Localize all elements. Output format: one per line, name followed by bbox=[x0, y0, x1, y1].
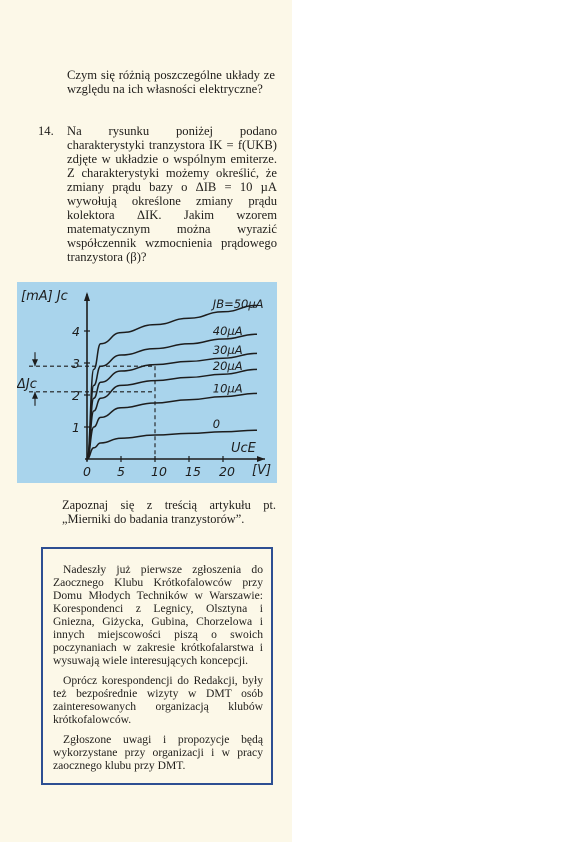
x-tick-label-1: 5 bbox=[117, 464, 125, 479]
x-tick-label-4: 20 bbox=[219, 464, 235, 479]
chart-svg bbox=[17, 282, 277, 483]
y-tick-label-2: 3 bbox=[72, 356, 80, 371]
chart-ticks bbox=[72, 324, 235, 479]
annotation-arrow-bottom-head bbox=[32, 392, 38, 399]
annotation-arrow-top-head bbox=[32, 359, 38, 366]
article-reference-note: Zapoznaj się z treścią artykułu pt. „Mierniki do badania tranzystorów”. bbox=[62, 498, 276, 526]
x-tick-label-3: 15 bbox=[185, 464, 201, 479]
announcement-paragraph-2: Oprócz korespondencji do Redakcji, były też bezpośrednie wizyty w DMT osób zainteresowanych organizacją klubów krótkofalowców. bbox=[53, 674, 263, 726]
x-tick-label-0: 0 bbox=[83, 464, 91, 479]
announcement-paragraph-1: Nadeszły już pierwsze zgłoszenia do Zaocznego Klubu Krótkofalowców przy Domu Młodych Techników w Warszawie: Korespondenci z Legnicy, Olsztyna i Gniezna, Giżycka, Gubina, Chorzelowa i innych miejscowości piszą o swoich poczynaniach w zakresie krótkofalarstwa i wysuwają wiele interesujących koncepcji. bbox=[53, 563, 263, 667]
curve-label-2: 30µA bbox=[212, 343, 243, 358]
y-tick-label-1: 2 bbox=[72, 388, 80, 403]
delta-jc-label: ΔJc bbox=[17, 377, 37, 392]
y-tick-label-0: 1 bbox=[72, 420, 80, 435]
curve-label-4: 10µA bbox=[212, 381, 243, 396]
x-tick-label-2: 10 bbox=[151, 464, 167, 479]
characteristic-curves bbox=[87, 297, 264, 459]
x-axis-unit: [V] bbox=[252, 463, 272, 478]
y-tick-label-3: 4 bbox=[72, 324, 80, 339]
question-paragraph: Na rysunku poniżej podano charakterystyki tranzystora IK = f(UKB) zdjęte w układzie o wspólnym emiterze. Z charakterystyki możemy określić, że zmiany prądu bazy o ΔIB = 10 µA wywołują określone zmiany prądu kolektora ΔIK. Jakim wzorem matematycznym można wyrazić współczennik wzmocnienia prądowego tranzystora (β)? bbox=[67, 124, 277, 264]
intro-paragraph: Czym się różnią poszczególne układy ze względu na ich własności elektryczne? bbox=[67, 68, 275, 96]
y-axis-arrow bbox=[84, 292, 90, 301]
transistor-characteristics-chart bbox=[17, 282, 277, 483]
curve-label-1: 40µA bbox=[212, 324, 243, 338]
curve-label-3: 20µA bbox=[212, 359, 243, 374]
announcement-paragraph-3: Zgłoszone uwagi i propozycje będą wykorzystane przy organizacji i w pracy zaocznego klubu przy DMT. bbox=[53, 733, 263, 772]
curve-label-0: JB=50µA bbox=[212, 296, 264, 311]
x-axis-label: UcE bbox=[231, 441, 256, 456]
curve-label-5: 0 bbox=[212, 416, 221, 431]
club-announcement-box bbox=[41, 547, 273, 785]
y-axis-label: [mA] Jc bbox=[21, 289, 68, 304]
question-number: 14. bbox=[38, 124, 54, 138]
x-axis-arrow bbox=[257, 456, 265, 462]
